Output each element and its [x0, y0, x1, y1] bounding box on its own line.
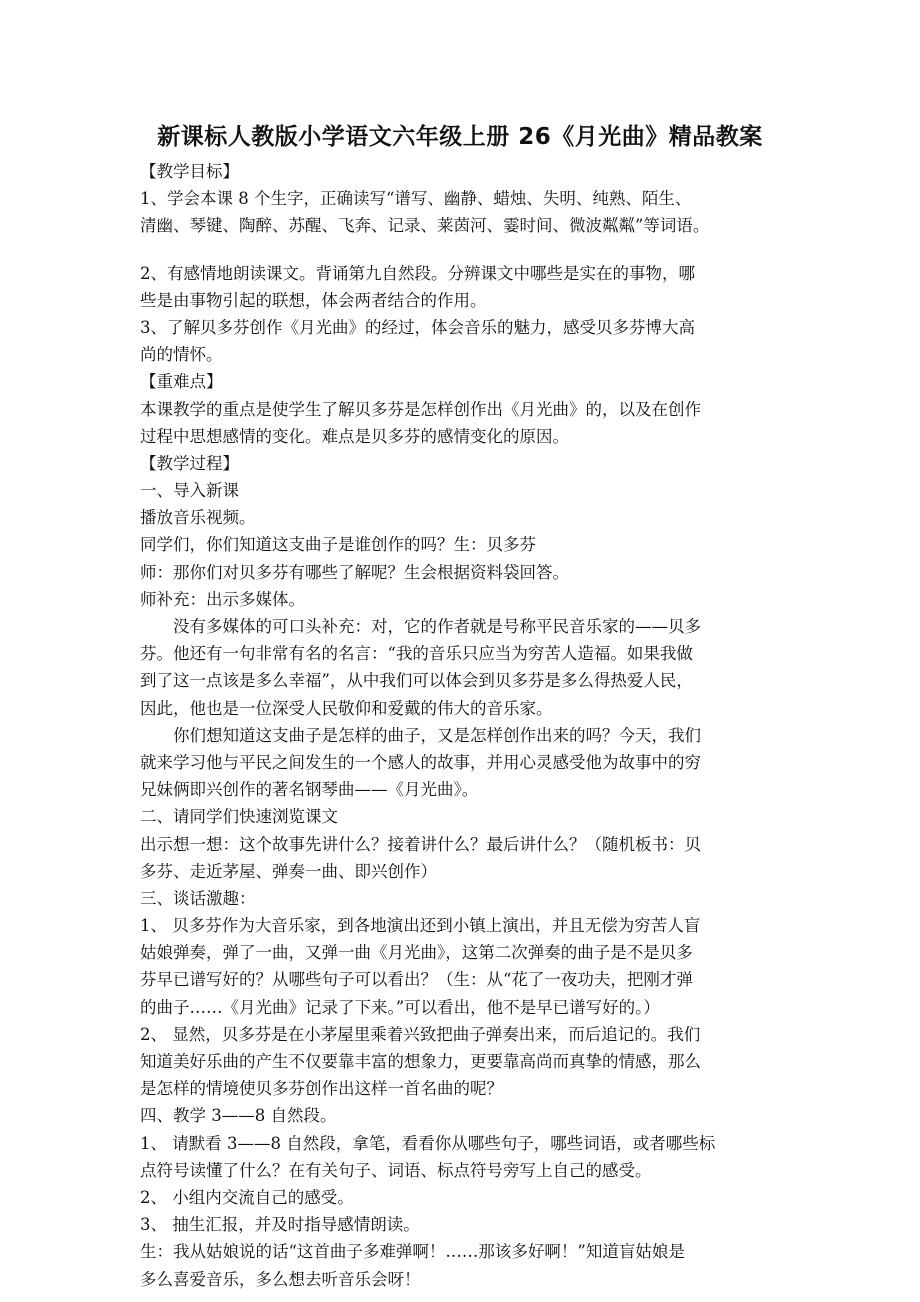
text-line: 你们想知道这支曲子是怎样的曲子，又是怎样创作出来的吗？今天，我们 [173, 725, 701, 745]
text-line: 多么喜爱音乐，多么想去听音乐会呀！ [140, 1269, 421, 1289]
section-heading-objectives: 【教学目标】 [140, 162, 239, 181]
subheading-teaching: 四、教学 3——8 自然段。 [140, 1106, 337, 1126]
blank-line [140, 240, 790, 260]
text-line: 本课教学的重点是使学生了解贝多芬是怎样创作出《月光曲》的，以及在创作 [140, 399, 701, 419]
text-line: 芬早已谱写好的？从哪些句子可以看出？（生：从“花了一夜功夫，把刚才弹 [140, 970, 693, 990]
text-line: 师补充：出示多媒体。 [140, 589, 305, 609]
text-line: 姑娘弹奏，弹了一曲，又弹一曲《月光曲》，这第二次弹奏的曲子是不是贝多 [140, 943, 693, 963]
text-line: 多芬、走近茅屋、弹奏一曲、即兴创作） [140, 861, 437, 881]
text-line: 3、 抽生汇报，并及时指导感情朗读。 [140, 1215, 420, 1235]
text-line: 是怎样的情境使贝多芬创作出这样一首名曲的呢？ [140, 1079, 503, 1099]
text-line: 点符号读懂了什么？在有关句子、词语、标点符号旁写上自己的感受。 [140, 1160, 652, 1180]
text-line: 3、了解贝多芬创作《月光曲》的经过，体会音乐的魅力，感受贝多芬博大高 [140, 317, 695, 337]
subheading-talk: 三、谈话激趣： [140, 888, 256, 908]
text-line: 同学们，你们知道这支曲子是谁创作的吗？生：贝多芬 [140, 535, 536, 555]
text-line: 尚的情怀。 [140, 345, 223, 365]
text-line: 清幽、琴键、陶醉、苏醒、飞奔、记录、莱茵河、霎时间、微波粼粼”等词语。 [140, 216, 710, 236]
text-line: 过程中思想感情的变化。难点是贝多芬的感情变化的原因。 [140, 426, 569, 446]
section-heading-process: 【教学过程】 [140, 453, 239, 473]
document-title: 新课标人教版小学语文六年级上册 26《月光曲》精品教案 [157, 124, 763, 150]
text-line: 知道美好乐曲的产生不仅要靠丰富的想象力，更要靠高尚而真挚的情感，那么 [140, 1052, 701, 1071]
section-heading-key-points: 【重难点】 [140, 372, 223, 392]
text-line: 2、有感情地朗读课文。背诵第九自然段。分辨课文中哪些是实在的事物，哪 [140, 263, 695, 283]
text-line: 就来学习他与平民之间发生的一个感人的故事，并用心灵感受他为故事中的穷 [140, 752, 701, 772]
text-line: 1、学会本课 8 个生字，正确读写“谱写、幽静、蜡烛、失明、纯熟、陌生、 [140, 189, 692, 209]
text-line: 芬。他还有一句非常有名的名言：“我的音乐只应当为穷苦人造福。如果我做 [140, 644, 693, 664]
text-line: 2、 显然，贝多芬是在小茅屋里乘着兴致把曲子弹奏出来，而后追记的。我们 [140, 1024, 701, 1044]
text-line: 2、 小组内交流自己的感受。 [140, 1187, 354, 1207]
text-line: 因此，他也是一位深受人民敬仰和爱戴的伟大的音乐家。 [140, 698, 553, 718]
text-line: 生：我从姑娘说的话“这首曲子多难弹啊！……那该多好啊！”知道盲姑娘是 [140, 1242, 685, 1262]
text-line: 的曲子……《月光曲》记录了下来。”可以看出，他不是早已谱写好的。） [140, 997, 660, 1017]
document-body [140, 158, 790, 1293]
text-line: 1、 贝多芬作为大音乐家，到各地演出还到小镇上演出，并且无偿为穷苦人盲 [140, 916, 701, 936]
text-line: 到了这一点该是多么幸福”，从中我们可以体会到贝多芬是多么得热爱人民， [140, 671, 693, 691]
subheading-browse: 二、请同学们快速浏览课文 [140, 807, 338, 827]
text-line: 1、 请默看 3——8 自然段，拿笔，看看你从哪些句子，哪些词语，或者哪些标 [140, 1133, 716, 1153]
text-line: 兄妹俩即兴创作的著名钢琴曲——《月光曲》。 [140, 780, 479, 800]
text-line: 播放音乐视频。 [140, 508, 256, 528]
text-line: 些是由事物引起的联想，体会两者结合的作用。 [140, 290, 487, 310]
text-line: 师：那你们对贝多芬有哪些了解呢？生会根据资料袋回答。 [140, 562, 569, 582]
subheading-intro: 一、导入新课 [140, 481, 239, 501]
text-line: 出示想一想：这个故事先讲什么？接着讲什么？最后讲什么？（随机板书：贝 [140, 834, 701, 854]
text-line: 没有多媒体的可口头补充：对，它的作者就是号称平民音乐家的——贝多 [173, 617, 701, 636]
